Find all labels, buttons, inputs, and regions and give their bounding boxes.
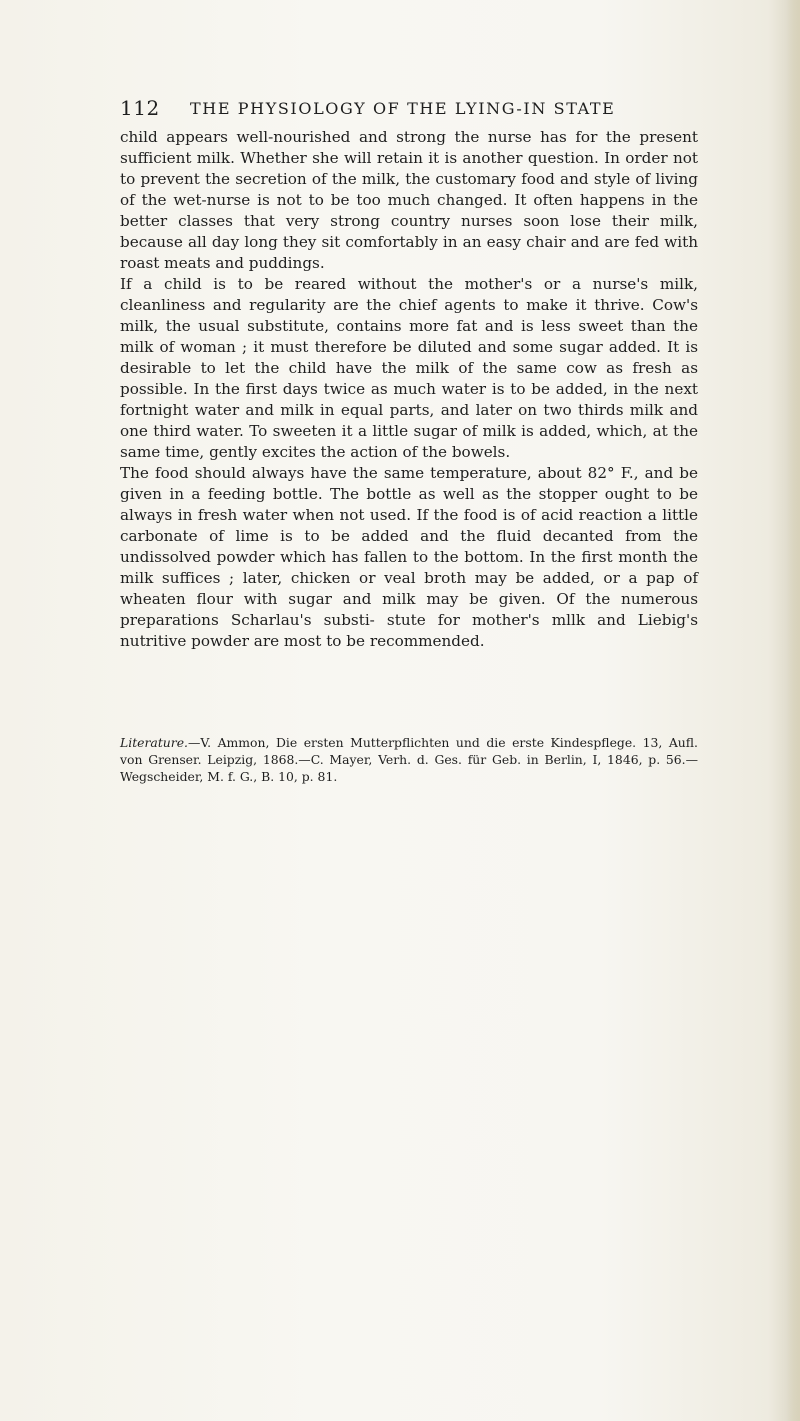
page-header bbox=[120, 96, 698, 124]
running-head: THE PHYSIOLOGY OF THE LYING-IN STATE bbox=[190, 99, 616, 118]
literature-note bbox=[120, 734, 698, 785]
page-edge-shadow bbox=[786, 0, 800, 1421]
paragraph: If a child is to be reared without the mother's or a nurse's milk, cleanliness and regularity are the chief agents to make it thrive. Cow's milk, the usual substitute, contains more fat and is less sweet than the milk of woman ; it must therefore be diluted and some sugar added. It is desirable to let the child have the milk of the same cow as fresh as possible. In the first days twice as much water is to be added, in the next fortnight water and milk in equal parts, and later on two thirds milk and one third water. To sweeten it a little sugar of milk is added, which, at the same time, gently excites the action of the bowels. bbox=[120, 275, 698, 461]
literature-text: —V. Ammon, Die ersten Mutterpflichten und die erste Kindespflege. 13, Aufl. von Grenser. Leipzig, 1868.—C. Mayer, Verh. d. Ges. für Geb. in Berlin, I, 1846, p. 56.—Wegscheider, M. f. G., B. 10, p. 81. bbox=[120, 735, 698, 784]
literature-label: Literature. bbox=[120, 735, 188, 750]
page-number: 112 bbox=[120, 96, 160, 120]
body-text bbox=[120, 127, 698, 652]
paragraph: The food should always have the same temperature, about 82° F., and be given in a feeding bottle. The bottle as well as the stopper ought to be always in fresh water when not used. If the food is of acid reaction a little carbonate of lime is to be added and the fluid decanted from the undissolved powder which has fallen to the bottom. In the first month the milk suffices ; later, chicken or veal broth may be added, or a pap of wheaten flour with sugar and milk may be given. Of the numerous preparations Scharlau's substi- stute for mother's mllk and Liebig's nutritive powder are most to be recommended. bbox=[120, 464, 698, 650]
paragraph: child appears well-nourished and strong the nurse has for the present sufficient milk. Whether she will retain it is another question. In order not to prevent the secretion of the milk, the customary food and style of living of the wet-nurse is not to be too much changed. It often happens in the better classes that very strong country nurses soon lose their milk, because all day long they sit comfortably in an easy chair and are fed with roast meats and puddings. bbox=[120, 128, 698, 272]
